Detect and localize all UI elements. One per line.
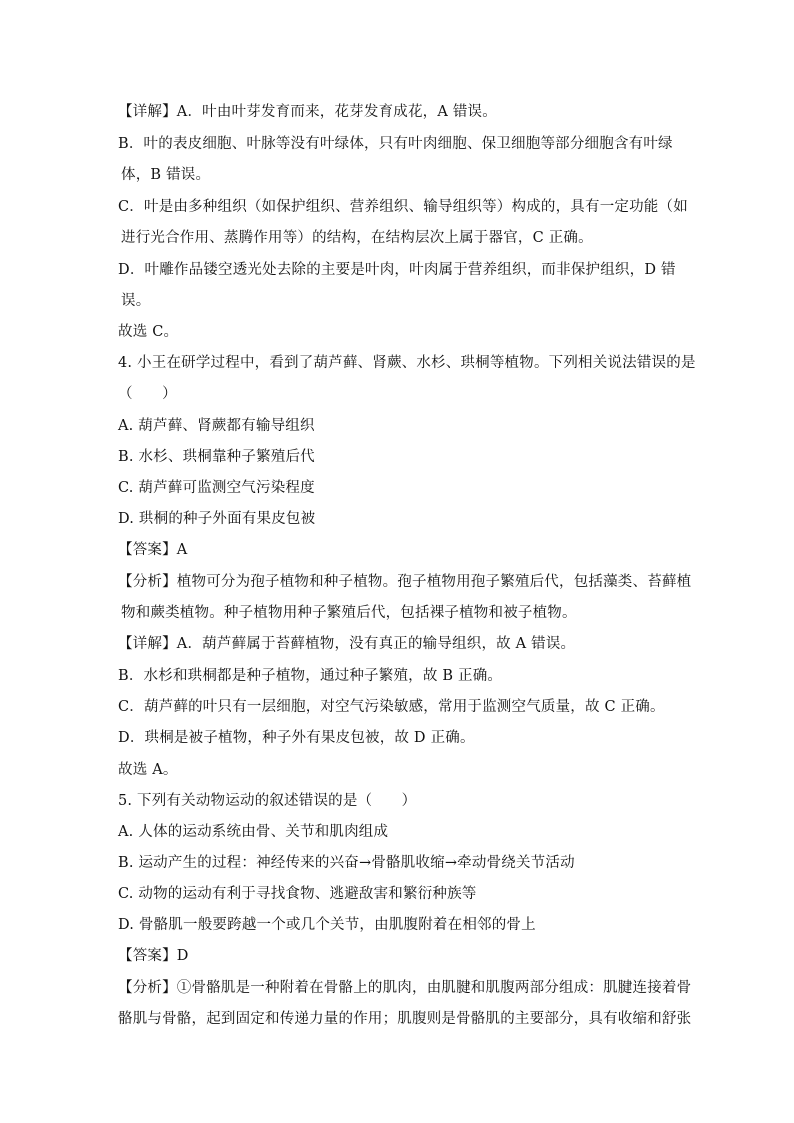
question-4-stem: 4. 小王在研学过程中，看到了葫芦藓、肾蕨、水杉、珙桐等植物。下列相关说法错误的是 [118,355,696,371]
question-4-option-c: C. 葫芦藓可监测空气污染程度 [118,480,315,496]
text-line: 故选 C。 [118,324,179,340]
text-line: D．叶雕作品镂空透光处去除的主要是叶肉，叶肉属于营养组织，而非保护组织，D 错 [118,262,676,278]
text-line: B．水杉和珙桐都是种子植物，通过种子繁殖，故 B 正确。 [118,668,503,684]
text-line: 【详解】A．葫芦藓属于苔藓植物，没有真正的输导组织，故 A 错误。 [118,636,576,652]
text-line: 骼肌与骨骼，起到固定和传递力量的作用；肌腹则是骨骼肌的主要部分，具有收缩和舒张 [118,1011,692,1027]
text-line: C．叶是由多种组织（如保护组织、营养组织、输导组织等）构成的，具有一定功能（如 [118,199,688,215]
text-line: 【分析】①骨骼肌是一种附着在骨骼上的肌肉，由肌腱和肌腹两部分组成：肌腱连接着骨 [118,980,692,996]
question-5-option-b: B. 运动产生的过程：神经传来的兴奋→骨骼肌收缩→牵动骨绕关节活动 [118,855,575,871]
text-line: 误。 [121,293,151,309]
question-5-option-d: D. 骨骼肌一般要跨越一个或几个关节，由肌腹附着在相邻的骨上 [118,917,536,933]
text-line: 进行光合作用、蒸腾作用等）的结构，在结构层次上属于器官，C 正确。 [121,230,593,246]
question-5-stem: 5. 下列有关动物运动的叙述错误的是（ ） [118,793,417,809]
text-line: 【详解】A．叶由叶芽发育而来，花芽发育成花，A 错误。 [118,104,497,120]
question-4-answer: 【答案】A [118,542,188,558]
text-line: 【分析】植物可分为孢子植物和种子植物。孢子植物用孢子繁殖后代，包括藻类、苔藓植 [118,574,692,590]
question-5-option-c: C. 动物的运动有利于寻找食物、逃避敌害和繁衍种族等 [118,886,477,902]
question-4-option-a: A. 葫芦藓、肾蕨都有输导组织 [118,418,315,434]
text-line: 体，B 错误。 [121,167,211,183]
question-4-option-d: D. 珙桐的种子外面有果皮包被 [118,511,316,527]
text-line: D．珙桐是被子植物，种子外有果皮包被，故 D 正确。 [118,730,475,746]
question-4-option-b: B. 水杉、珙桐靠种子繁殖后代 [118,449,315,465]
question-4-bracket: （ ） [118,386,177,402]
question-5-option-a: A. 人体的运动系统由骨、关节和肌肉组成 [118,824,389,840]
text-line: 故选 A。 [118,762,178,778]
text-line: 物和蕨类植物。种子植物用种子繁殖后代，包括裸子植物和被子植物。 [121,605,577,621]
question-5-answer: 【答案】D [118,948,189,964]
text-line: B．叶的表皮细胞、叶脉等没有叶绿体，只有叶肉细胞、保卫细胞等部分细胞含有叶绿 [118,136,673,152]
text-line: C．葫芦藓的叶只有一层细胞，对空气污染敏感，常用于监测空气质量，故 C 正确。 [118,699,665,715]
